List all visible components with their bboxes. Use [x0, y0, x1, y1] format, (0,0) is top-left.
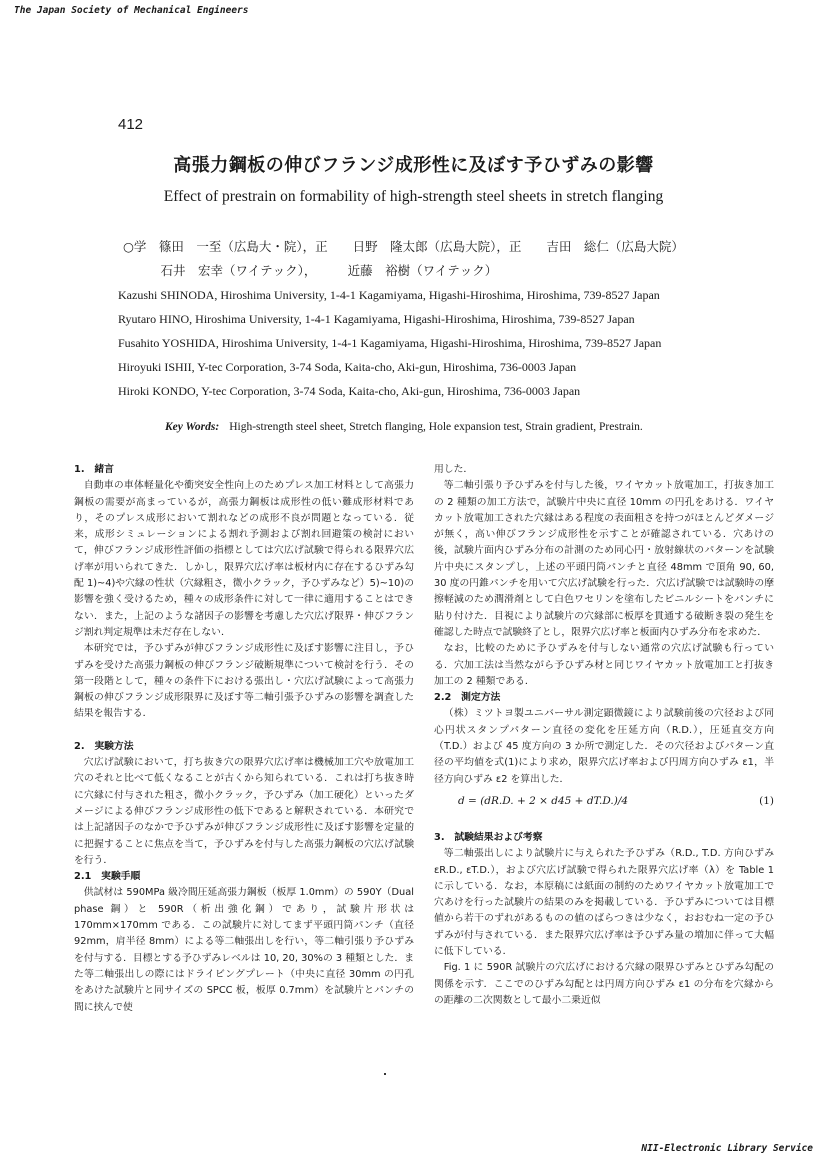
- keywords-label: Key Words:: [165, 421, 220, 433]
- keywords-line: [165, 421, 643, 433]
- scan-speck: [384, 1073, 386, 1075]
- section-2-1-paragraph-1: 供試材は 590MPa 級冷間圧延高張力鋼板（板厚 1.0mm）の 590Y（Dual phase 鋼）と 590R（析出強化鋼）であり，試験片形状は 170mm×170mm である．この試験片に対してまず平頭円筒パンチ（直径 92mm，肩半径 8mm）による等二軸張出しを行い，等二軸引張り予ひずみを付与する．目標とする予ひずみレベルは 10, 20, 30%の 3 種類とした．また等二軸張出しの際にはドライビングプレート（中央に直径 30mm の円孔をあけた試験片と同サイズの SPCC 板，板厚 0.7mm）を試験片とパンチの間に挟んで使: [74, 887, 414, 1013]
- affiliation-2: Ryutaro HINO, Hiroshima University, 1-4-1 Kagamiyama, Higashi-Hiroshima, Hiroshima, 739-8527 Japan: [118, 312, 635, 326]
- section-2-1-paragraph-2: 等二軸引張り予ひずみを付与した後，ワイヤカット放電加工，打抜き加工の 2 種類の加工方法で，試験片中央に直径 10mm の円孔をあける．ワイヤカット放電加工された穴縁はある程度の表面粗さを持つがほとんどダメージが無く，高い伸びフランジ成形性を示すことが確認されている．穴あけの後，試験片面内ひずみ分布の計測のため同心円・放射線状のパターンを試験片中央にスタンプし，上述の平頭円筒パンチと直径 48mm で頂角 90, 60, 30 度の円錐パンチを用いて穴広げ試験を行った．穴広げ試験では試験時の摩擦軽減のため潤滑剤として白色ワセリンを塗布したビニルシートをパンチに貼り付けた．目視により試験片の穴縁部に板厚を貫通する破断き裂の発生を確認した時点で試験終了とし，限界穴広げ率と板面内ひずみ分布を求めた．: [434, 480, 774, 638]
- section-3-paragraph-1: 等二軸張出しにより試験片に与えられた予ひずみ（R.D., T.D. 方向ひずみ εR.D., εT.D.），および穴広げ試験で得られた限界穴広げ率（λ）を Table 1 に示している．なお，本原稿には紙面の制約のためワイヤカット放電加工で穴あけを行った試験片の結果のみを掲載している．予ひずみについては目標値から若干のずれがあるものの値のばらつきは少なく，おおむね一定の予ひずみが付与されている．また限界穴広げ率は予ひずみ量の増加に伴って大幅に低下している．: [434, 848, 774, 958]
- equation-1-formula: d = (dR.D. + 2 × d45 + dT.D.)/4: [458, 794, 629, 807]
- affiliation-1: Kazushi SHINODA, Hiroshima University, 1-4-1 Kagamiyama, Higashi-Hiroshima, Hiroshima, 739-8527 Japan: [118, 288, 660, 302]
- keywords-text: High-strength steel sheet, Stretch flanging, Hole expansion test, Strain gradient, Prestrain.: [229, 421, 643, 433]
- authors-ja-line-1: ○学 篠田 一至（広島大・院），正 日野 隆太郎（広島大院），正 吉田 総仁（広島大院）: [123, 239, 684, 254]
- equation-1-number: (1): [759, 794, 774, 807]
- running-header: The Japan Society of Mechanical Engineers: [14, 5, 249, 16]
- right-column: [434, 462, 774, 1009]
- title-japanese: 高張力鋼板の伸びフランジ成形性に及ぼす予ひずみの影響: [173, 155, 654, 176]
- right-continuation: 用した．: [434, 464, 474, 475]
- section-2-1-paragraph-3: なお，比較のために予ひずみを付与しない通常の穴広げ試験も行っている．穴加工法は当然ながら予ひずみ材と同じワイヤカット放電加工と打抜き加工の 2 種類である．: [434, 643, 774, 687]
- section-3-heading: 3. 試験結果および考察: [434, 831, 543, 843]
- equation-1: [434, 788, 774, 814]
- page-number: 412: [118, 116, 144, 133]
- section-2-2-paragraph-1: （株）ミツトヨ製ユニバーサル測定顕微鏡により試験前後の穴径および同心円状スタンプパターン直径の変化を圧延方向（R.D.），圧延直交方向（T.D.）および 45 度方向の 3 か所で測定した．その穴径およびパターン直径の平均値を式(1)により求め，限界穴広げ率および円周方向ひずみ ε1，半径方向ひずみ ε2 を算出した．: [434, 708, 774, 785]
- section-1-heading: 1. 緒言: [74, 464, 114, 475]
- title-english: Effect of prestrain on formability of high-strength steel sheets in stretch flanging: [163, 188, 664, 205]
- authors-ja-line-2: 石井 宏幸（ワイテック）， 近藤 裕樹（ワイテック）: [123, 263, 498, 278]
- section-2-1-heading: 2.1 実験手順: [74, 871, 141, 883]
- running-footer: NII-Electronic Library Service: [641, 1143, 813, 1154]
- affiliation-4: Hiroyuki ISHII, Y-tec Corporation, 3-74 Soda, Kaita-cho, Aki-gun, Hiroshima, 736-0003 Japan: [118, 360, 577, 374]
- section-2-paragraph-1: 穴広げ試験において，打ち抜き穴の限界穴広げ率は機械加工穴や放電加工穴のそれと比べて低くなることが古くから知られている．これは打ち抜き時に穴縁に付与された粗さ，微小クラック，予ひずみ（加工硬化）といったダメージによる伸びフランジ成形性の低下であると解釈されている．本研究では上記諸因子のなかで予ひずみが伸びフランジ成形性に及ぼす影響を定量的に把握することに焦点を当て，予ひずみを付与した高張力鋼板の穴広げ試験を行う．: [74, 757, 414, 866]
- affiliation-5: Hiroki KONDO, Y-tec Corporation, 3-74 Soda, Kaita-cho, Aki-gun, Hiroshima, 736-0003 Japan: [118, 384, 581, 398]
- affiliation-3: Fusahito YOSHIDA, Hiroshima University, 1-4-1 Kagamiyama, Higashi-Hiroshima, Hiroshima, 739-8527 Japan: [118, 336, 662, 350]
- section-2-heading: 2. 実験方法: [74, 740, 134, 752]
- left-column: [74, 462, 414, 1016]
- section-1-paragraph-2: 本研究では，予ひずみが伸びフランジ成形性に及ぼす影響に注目し，予ひずみを受けた高張力鋼板の伸びフランジ破断規準について検討を行う．その第一段階として，種々の条件下における張出し・穴広げ試験によって高張力鋼板の伸びフランジ成形限界に及ぼす等二軸引張予ひずみの影響を調査した結果を報告する．: [74, 643, 414, 720]
- section-1-paragraph-1: 自動車の車体軽量化や衝突安全性向上のためプレス加工材料として高張力鋼板の需要が高まっているが，高張力鋼板は成形性の低い難成形材料であり，そのプレス成形において割れなどの成形不良が問題となっている．従来，成形シミュレーションによる割れ予測および割れ回避策の検討において，伸びフランジ成形性評価の指標としては穴広げ試験で得られる限界穴広げ率が用いられてきた．しかし，限界穴広げ率は板材内に存在するひずみ勾配 1)~4)や穴縁の性状（穴縁粗さ，微小クラック，予ひずみなど）5)~10)の影響を強く受けるため，種々の成形条件に対して一律に適用することはできない．また，上記のような諸因子の影響を考慮した穴広げ限界・伸びフランジ割れ判定規準は未だ存在しない．: [74, 480, 414, 638]
- section-2-2-heading: 2.2 測定方法: [434, 692, 501, 704]
- section-3-paragraph-2: Fig. 1 に 590R 試験片の穴広げにおける穴縁の限界ひずみとひずみ勾配の関係を示す．ここでのひずみ勾配とは円周方向ひずみ ε1 の分布を穴縁からの距離の二次関数として最小二乗近似: [434, 962, 774, 1006]
